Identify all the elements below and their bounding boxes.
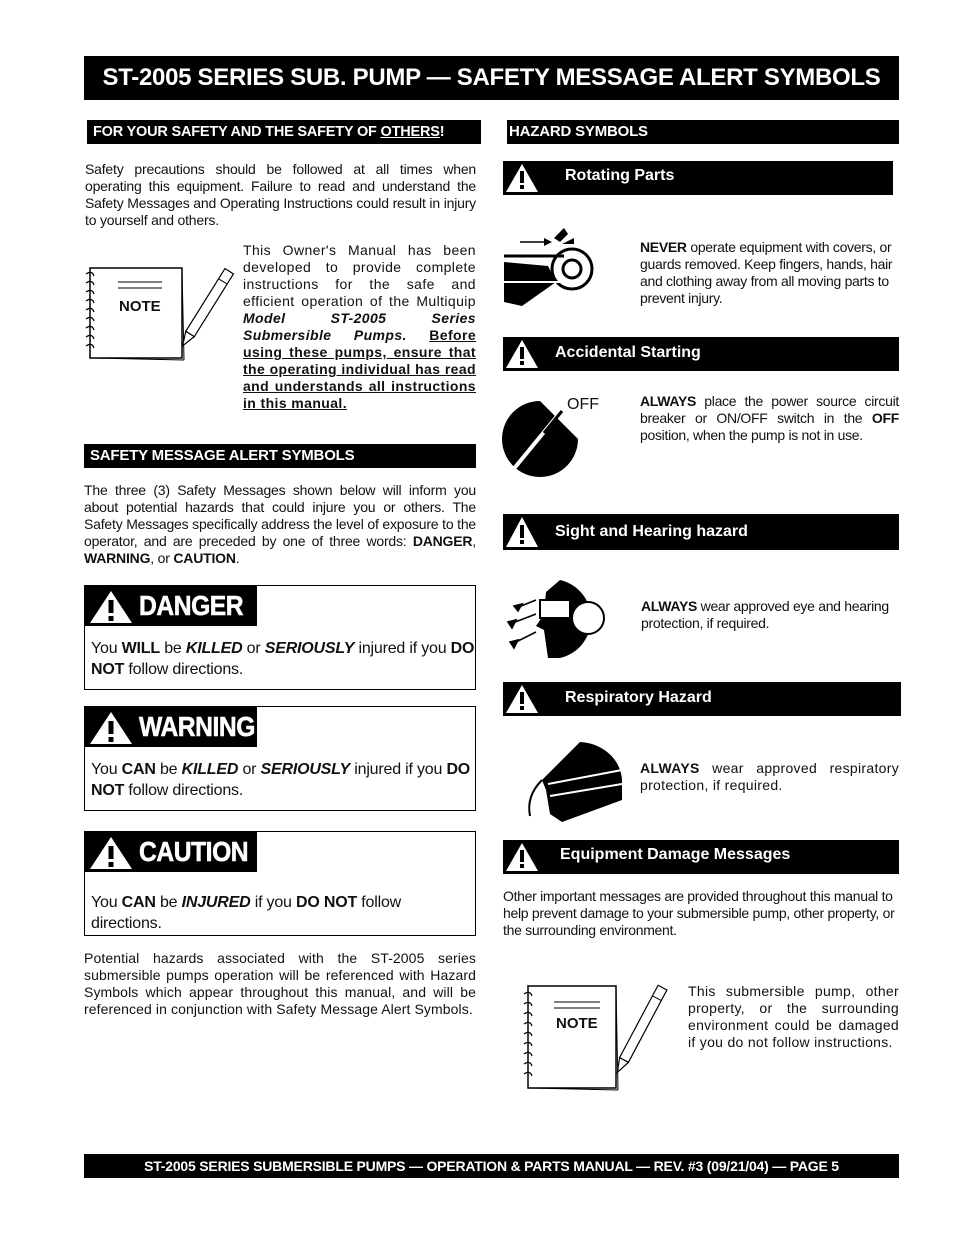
danger-word: DANGER: [139, 590, 244, 621]
sma-warning-word: WARNING: [84, 550, 151, 566]
accidental-starting-bar: [503, 337, 899, 371]
off-label: OFF: [567, 396, 599, 413]
respiratory-bar: [503, 682, 901, 716]
safety-heading-underlined: OTHERS: [380, 124, 440, 140]
alert-triangle-icon: [505, 163, 539, 193]
warning-text: You CAN be KILLED or SERIOUSLY injured if you DO NOT follow directions.: [91, 761, 471, 799]
caution-word: CAUTION: [139, 836, 249, 867]
rotating-parts-text: NEVER operate equipment with covers, or guards removed. Keep fingers, hands, hair and clothing away from all moving parts to prevent injury.: [640, 239, 893, 306]
safety-heading-text: FOR YOUR SAFETY AND THE SAFETY OF: [93, 124, 381, 140]
note-paragraph: This submersible pump, other property, or the surrounding environment could be damaged if you do not follow instructions.: [688, 983, 899, 1050]
danger-text: You WILL be KILLED or SERIOUSLY injured if you DO NOT follow directions.: [91, 640, 475, 678]
safety-heading-end: !: [439, 124, 445, 140]
manual-underlined-warning: Before using these pumps, ensure that the operating individual has read and understands all instructions in this manual.: [243, 327, 477, 411]
sma-caution-word: CAUTION: [173, 550, 236, 566]
alert-triangle-icon: [89, 836, 133, 870]
alert-triangle-icon: [505, 842, 539, 872]
warning-box: [84, 706, 476, 811]
page-footer: ST-2005 SERIES SUBMERSIBLE PUMPS — OPERATION & PARTS MANUAL — REV. #3 (09/21/04) — PAGE 5: [84, 1154, 899, 1178]
note-notebook-icon: [520, 980, 680, 1092]
alert-triangle-icon: [89, 711, 133, 745]
sma-section-heading: SAFETY MESSAGE ALERT SYMBOLS: [84, 444, 476, 468]
caution-text: You CAN be INJURED if you DO NOT follow directions.: [91, 894, 401, 932]
sight-hearing-text: ALWAYS wear approved eye and hearing protection, if required.: [641, 598, 889, 631]
accidental-starting-label: Accidental Starting: [555, 344, 701, 361]
alert-triangle-icon: [505, 516, 539, 548]
warning-header: [85, 707, 257, 747]
sma-or: , or: [150, 550, 174, 566]
rotating-parts-bar: [503, 161, 893, 195]
note-notebook-icon: [82, 262, 242, 362]
equipment-damage-paragraph: Other important messages are provided throughout this manual to help prevent damage to your submersible pump, other property, or the surrounding environment.: [503, 888, 895, 938]
note-label: NOTE: [556, 1015, 598, 1032]
respiratory-label: Respiratory Hazard: [565, 689, 712, 706]
respiratory-text: ALWAYS wear approved respiratory protection, if required.: [640, 760, 899, 793]
equipment-damage-bar: [503, 840, 899, 874]
potential-hazards-paragraph: Potential hazards associated with the ST-2005 series submersible pumps operation will be referenced with Hazard Symbols which appear throughout this manual, and will be referenced in conjunction with Safety Message Alert Symbols.: [84, 950, 476, 1017]
caution-header: [85, 832, 257, 872]
sma-paragraph: The three (3) Safety Messages shown below will inform you about potential hazards that could injure you or others. The Safety Messages specifically address the level of exposure to the operator, and are preceded by one of three words: DANGER, WARNING, or CAUTION.: [84, 482, 476, 566]
note-label: NOTE: [119, 298, 161, 315]
caution-box: [84, 831, 476, 936]
hazard-symbols-heading: HAZARD SYMBOLS: [507, 120, 899, 144]
equipment-damage-label: Equipment Damage Messages: [560, 846, 791, 863]
safety-paragraph: Safety precautions should be followed at all times when operating this equipment. Failure to read and understand the Safety Messages and Operating Instructions could result in injury to yourself and others.: [85, 161, 476, 228]
alert-triangle-icon: [89, 590, 133, 624]
respirator-icon: [522, 740, 628, 826]
alert-triangle-icon: [505, 339, 539, 369]
accidental-starting-text: ALWAYS place the power source circuit breaker or ON/OFF switch in the OFF position, when the pump is not in use.: [640, 393, 899, 443]
page-title: ST-2005 SERIES SUB. PUMP — SAFETY MESSAGE ALERT SYMBOLS: [84, 56, 899, 100]
danger-box: [84, 585, 476, 690]
sma-text: The three (3) Safety Messages shown below will inform you about potential hazards that could injure you or others. The Safety Messages specifically address the level of exposure to the operator, and are preceded by one of three words:: [84, 482, 476, 549]
sight-hearing-bar: [503, 514, 899, 550]
sma-danger-word: DANGER: [412, 533, 473, 549]
manual-paragraph: [243, 242, 476, 412]
warning-word: WARNING: [139, 711, 256, 742]
model-name: Model ST-2005 Series Submersible Pumps.: [243, 310, 476, 343]
rotating-parts-icon: [502, 222, 602, 312]
safety-section-heading: [87, 120, 481, 144]
sight-hearing-label: Sight and Hearing hazard: [555, 523, 748, 540]
rotating-parts-label: Rotating Parts: [565, 167, 675, 184]
alert-triangle-icon: [505, 684, 539, 714]
eye-ear-protection-icon: [500, 578, 622, 660]
danger-header: [85, 586, 257, 626]
manual-text: This Owner's Manual has been developed to provide complete instructions for the safe and efficient operation of the Multiquip: [243, 242, 476, 309]
